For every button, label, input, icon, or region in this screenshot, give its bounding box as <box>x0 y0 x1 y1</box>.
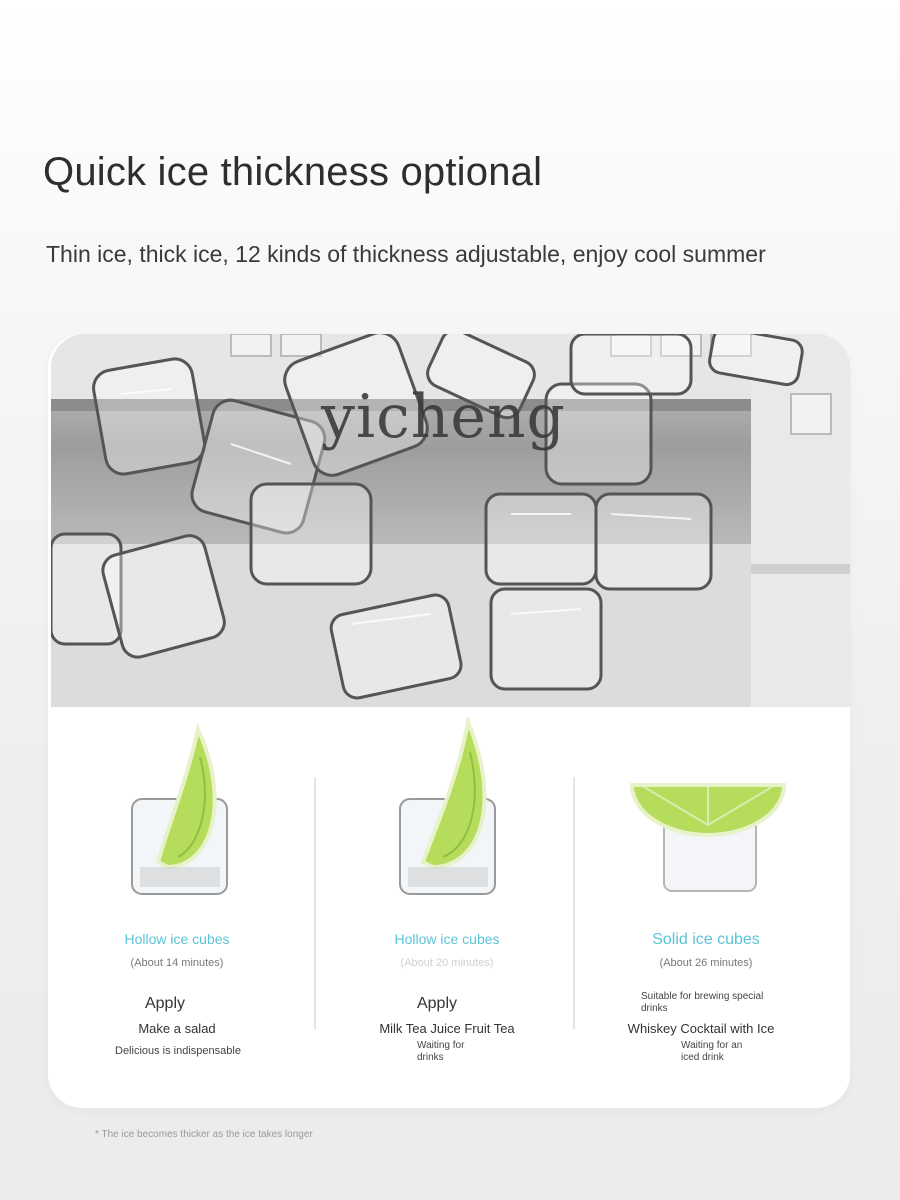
ice-time-label: (About 14 minutes) <box>130 957 224 969</box>
footnote: * The ice becomes thicker as the ice takes longer <box>95 1129 313 1140</box>
brand-watermark: yicheng <box>321 382 566 452</box>
ice-type-label: Hollow ice cubes <box>394 931 500 947</box>
apply-label: Apply <box>416 995 458 1012</box>
use-case-label: Milk Tea Juice Fruit Tea <box>379 1021 515 1036</box>
lime-in-hollow-ice-icon <box>48 717 306 917</box>
column-divider <box>314 777 316 1029</box>
page-subtitle: Thin ice, thick ice, 12 kinds of thickness adjustable, enjoy cool summer <box>46 241 766 267</box>
lime-on-solid-ice-icon <box>584 717 842 917</box>
lime-in-hollow-ice-icon <box>318 717 576 917</box>
ice-type-column <box>48 707 306 1107</box>
ice-time-label: (About 20 minutes) <box>400 957 494 969</box>
page-title: Quick ice thickness optional <box>43 150 543 194</box>
ice-type-column <box>318 707 576 1107</box>
ice-type-label: Hollow ice cubes <box>124 931 230 947</box>
ice-cubes-photo <box>51 334 850 707</box>
apply-label: Suitable for brewing special drinks <box>641 991 764 1014</box>
ice-time-label: (About 26 minutes) <box>659 957 753 969</box>
apply-label: Apply <box>144 995 186 1012</box>
use-note: Waiting for an iced drink <box>681 1040 743 1063</box>
ice-info-card <box>48 334 850 1108</box>
use-note: Delicious is indispensable <box>115 1045 241 1057</box>
use-case-label: Make a salad <box>138 1021 216 1036</box>
use-case-label: Whiskey Cocktail with Ice <box>627 1021 775 1036</box>
ice-type-label: Solid ice cubes <box>652 931 760 948</box>
use-note: Waiting for drinks <box>417 1040 465 1063</box>
ice-type-column <box>584 707 842 1107</box>
